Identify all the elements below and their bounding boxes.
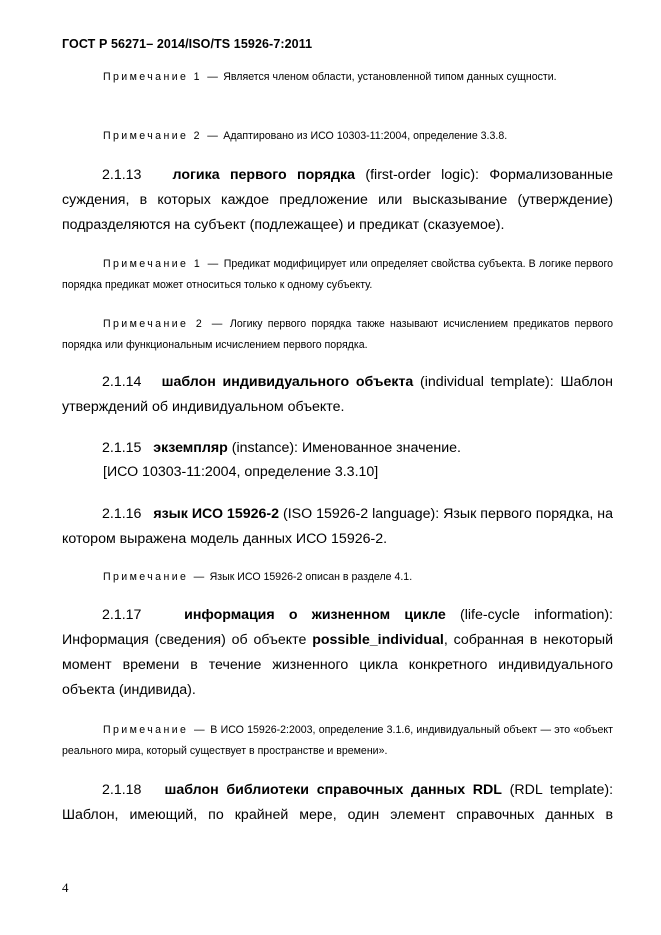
document-header: ГОСТ Р 56271– 2014/ISO/TS 15926-7:2011	[62, 37, 313, 51]
note-text: Логику первого порядка также называют исчислением предикатов первого порядка или функциональным исчислением первого порядка.	[62, 318, 613, 351]
term-title: логика первого порядка	[172, 167, 356, 183]
term-2-1-17	[62, 603, 613, 703]
term-2-1-13	[62, 163, 613, 238]
term-source: [ИСО 10303-11:2004, определение 3.3.10]	[103, 464, 379, 480]
note-3	[62, 254, 613, 296]
term-definition: (ISO 15926-2 language): Язык первого порядка, на котором выражена модель данных ИСО 15926-2.	[62, 506, 614, 547]
term-title: язык ИСО 15926-2	[153, 506, 280, 522]
term-number: 2.1.16	[102, 506, 142, 522]
term-2-1-14	[62, 370, 613, 420]
note-label: Примечание —	[103, 571, 207, 583]
note-5	[62, 567, 613, 588]
note-text: Является членом области, установленной типом данных сущности.	[223, 71, 557, 83]
term-definition: (instance): Именованное значение.	[231, 440, 461, 456]
note-1	[62, 67, 613, 88]
note-label: Примечание 2 —	[103, 130, 221, 142]
term-title: экземпляр	[153, 440, 228, 456]
note-text: В ИСО 15926-2:2003, определение 3.1.6, индивидуальный объект — это «объект реального мира, который существует в пространстве и времени».	[62, 724, 613, 757]
term-definition-cont: , собранная в некоторый момент времени в течение жизненного цикла конкретного индивидуального объекта (индивида).	[62, 632, 614, 698]
term-definition: (first-order logic): Формализованные суждения, в которых каждое предложение или высказывание (утверждение) подразделяются на субъект (подлежащее) и предикат (сказуемое).	[62, 167, 614, 233]
note-4	[62, 314, 613, 356]
note-2	[62, 126, 613, 147]
term-title: шаблон индивидуального объекта	[161, 374, 414, 390]
term-title: информация о жизненном цикле	[184, 607, 446, 623]
term-number: 2.1.13	[102, 167, 142, 183]
term-2-1-18	[62, 778, 613, 828]
term-number: 2.1.18	[102, 782, 142, 798]
note-label: Примечание —	[103, 724, 207, 736]
term-definition: (life-cycle information): Информация (сведения) об объекте	[62, 607, 613, 648]
note-6	[62, 720, 613, 762]
note-label: Примечание 2 —	[103, 318, 225, 330]
term-definition: (individual template): Шаблон утверждений об индивидуальном объекте.	[62, 374, 613, 415]
term-definition: (RDL template): Шаблон, имеющий, по крайней мере, один элемент справочных данных в	[62, 782, 614, 823]
note-label: Примечание 1 —	[103, 71, 221, 83]
term-2-1-16	[62, 502, 613, 552]
term-title: шаблон библиотеки справочных данных RDL	[164, 782, 502, 798]
term-number: 2.1.17	[102, 607, 142, 623]
term-number: 2.1.14	[102, 374, 142, 390]
note-text: Язык ИСО 15926-2 описан в разделе 4.1.	[209, 571, 413, 583]
note-text: Предикат модифицирует или определяет свойства субъекта. В логике первого порядка предикат может относиться только к одному субъекту.	[62, 258, 613, 291]
term-number: 2.1.15	[102, 440, 142, 456]
term-2-1-15	[62, 436, 613, 461]
note-label: Примечание 1 —	[103, 258, 221, 270]
entity-name: possible_individual	[312, 632, 444, 648]
note-text: Адаптировано из ИСО 10303-11:2004, определение 3.3.8.	[223, 130, 508, 142]
page-number: 4	[62, 880, 69, 895]
